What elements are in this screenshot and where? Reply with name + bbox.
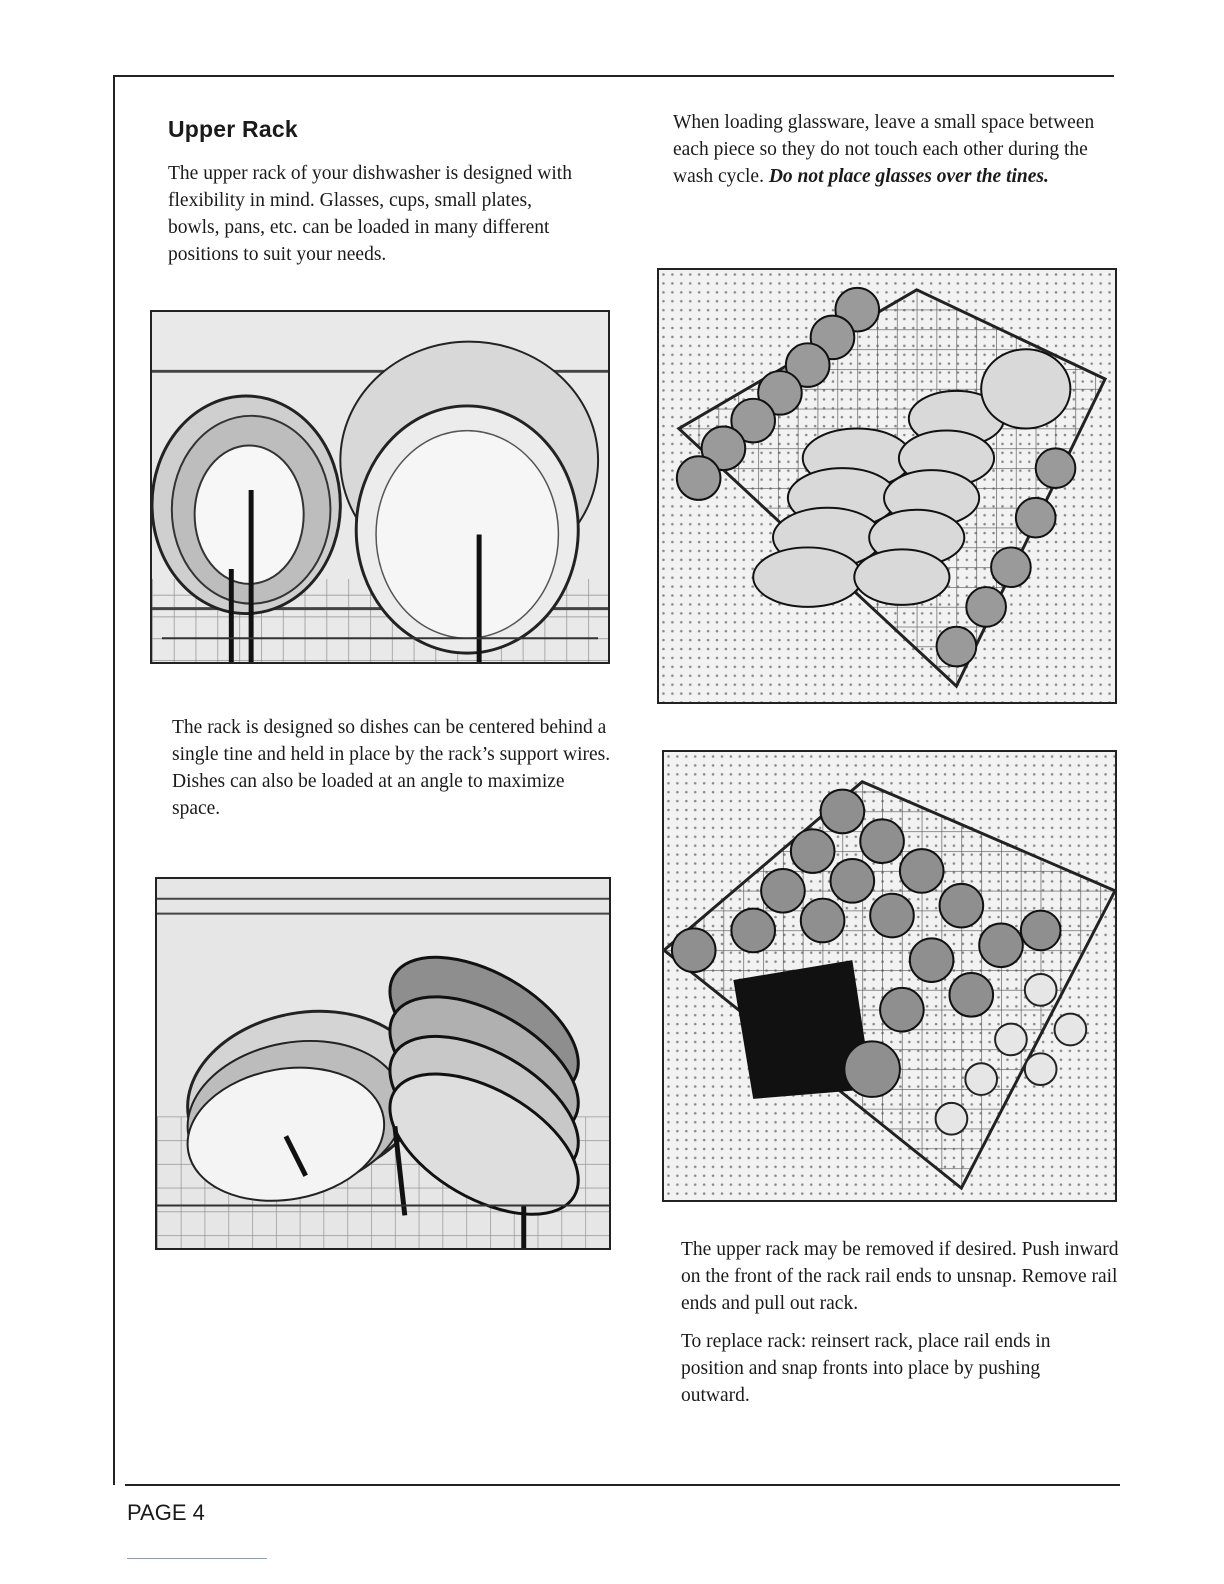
rack-glasses-drawing — [664, 752, 1115, 1200]
glassware-paragraph — [673, 109, 1103, 190]
removal-paragraph: The upper rack may be removed if desired. Push inward on the front of the rack rail ends to unsnap. Remove rail ends and pull out rack. — [681, 1239, 1119, 1314]
replace-paragraph: To replace rack: reinsert rack, place rail ends in position and snap fronts into place by pushing outward. — [681, 1331, 1051, 1406]
rack-glasses-illustration — [662, 750, 1117, 1202]
rack-bowls-drawing — [157, 879, 609, 1248]
rack-glasses-bowls-drawing — [659, 270, 1115, 702]
bottom-rule — [125, 1484, 1120, 1486]
rack-glasses-bowls-illustration — [657, 268, 1117, 704]
top-rule — [113, 75, 1114, 77]
rack-bowls-illustration — [155, 877, 611, 1250]
glassware-warning: Do not place glasses over the tines. — [768, 166, 1049, 187]
section-heading: Upper Rack — [168, 116, 298, 142]
left-rule — [113, 75, 115, 1485]
intro-paragraph: The upper rack of your dishwasher is designed with flexibility in mind. Glasses, cups, small plates, bowls, pans, etc. can be loaded in many different positions to suit your needs. — [168, 163, 572, 265]
glassware-text: When loading glassware, leave a small space between each piece so they do not touch each other during the wash cycle. — [673, 112, 1095, 187]
page-number: PAGE 4 — [127, 1500, 205, 1525]
rack-plates-illustration — [150, 310, 610, 664]
rack-plates-drawing — [152, 312, 608, 662]
centered-paragraph: The rack is designed so dishes can be centered behind a single tine and held in place by the rack’s support wires. Dishes can also be loaded at an angle to maximize space. — [172, 717, 611, 819]
footer-line — [127, 1558, 267, 1559]
